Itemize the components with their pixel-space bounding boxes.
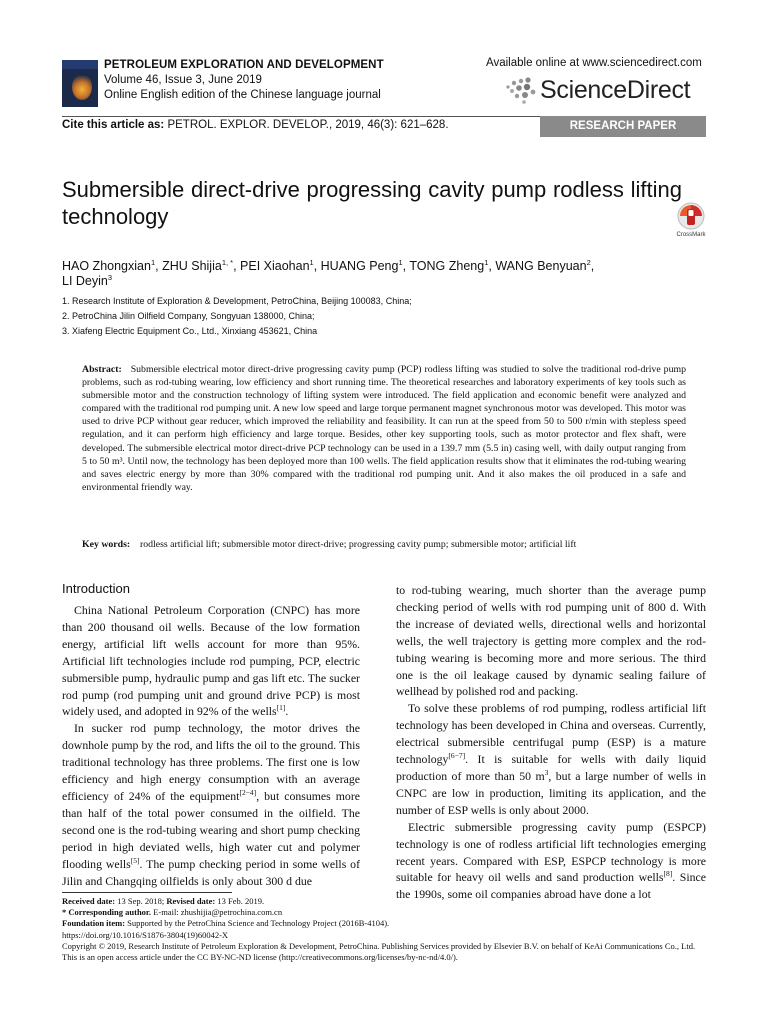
body-paragraph bbox=[62, 602, 360, 720]
author-name: HUANG Peng bbox=[320, 259, 399, 273]
sciencedirect-wordmark: ScienceDirect bbox=[540, 76, 691, 104]
body-paragraph bbox=[62, 720, 360, 889]
affiliation-3: 3. Xiafeng Electric Equipment Co., Ltd., Xinxiang 453621, China bbox=[62, 326, 318, 336]
author-name: LI Deyin bbox=[62, 274, 108, 288]
foundation-label: Foundation item: bbox=[62, 918, 126, 929]
author-affiliation-sup: 3 bbox=[107, 272, 113, 282]
article-type-badge: RESEARCH PAPER bbox=[540, 116, 706, 137]
keywords-text: rodless artificial lift; submersible motor direct-drive; progressing cavity pump; submersible motor; artificial lift bbox=[139, 539, 577, 550]
footnote-divider bbox=[62, 892, 232, 893]
footnotes bbox=[62, 896, 706, 963]
foundation-text: Supported by the PetroChina Science and Technology Project (2016B-4104). bbox=[125, 918, 390, 929]
abstract bbox=[82, 363, 686, 494]
author-affiliation-sup: 1 bbox=[484, 257, 489, 267]
footnote-corresponding bbox=[62, 907, 706, 918]
available-online-link[interactable]: Available online at www.sciencedirect.com bbox=[486, 57, 702, 69]
author-name: ZHU Shijia bbox=[162, 259, 222, 273]
received-date: 13 Sep. 2018; bbox=[115, 896, 167, 906]
keywords bbox=[82, 539, 686, 550]
footnote-dates bbox=[62, 896, 706, 907]
corresponding-label: * Corresponding author. bbox=[62, 907, 152, 918]
abstract-label: Abstract: bbox=[82, 364, 122, 375]
crossmark-button[interactable] bbox=[671, 201, 711, 241]
author-affiliation-sup: 2 bbox=[586, 257, 591, 267]
citation-ref[interactable]: [2−4] bbox=[239, 788, 257, 798]
paragraph-text: . The pump checking period in some wells of Jilin and Changqing oilfields is only about 300 d due bbox=[62, 856, 360, 888]
journal-cover-image bbox=[62, 60, 98, 107]
citation-line bbox=[62, 119, 449, 131]
affiliation-2: 2. PetroChina Jilin Oilfield Company, Songyuan 138000, China; bbox=[62, 311, 315, 321]
crossmark-label: CrossMark bbox=[676, 232, 706, 238]
sciencedirect-logo[interactable] bbox=[504, 75, 691, 107]
paragraph-text: . Since the 1990s, some oil companies abroad have done a lot bbox=[396, 870, 706, 902]
body-paragraph bbox=[396, 700, 706, 818]
author-affiliation-sup: 1 bbox=[398, 257, 403, 267]
cite-label: Cite this article as: bbox=[62, 119, 165, 131]
footnote-copyright: Copyright © 2019, Research Institute of Petroleum Exploration & Development, PetroChina. Publishing Services provided by Elsevier B.V. on behalf of KeAi Communications Co., Ltd. This is an open access article under the CC BY-NC-ND license (http://creativecommons.org/licenses/by-nc-nd/4.0/). bbox=[62, 940, 696, 963]
paragraph-text: In sucker rod pump technology, the motor drives the downhole pump by the rod, and lifts the oil to the ground. This traditional technology has three problems. The first one is low efficiency and high energy consumption with an average efficiency of 24% of the equipment bbox=[62, 721, 360, 803]
paragraph-text: . It is suitable for wells with daily liquid production of more than 50 m bbox=[396, 752, 706, 783]
author-name: HAO Zhongxian bbox=[62, 259, 151, 273]
citation-ref[interactable]: [1] bbox=[276, 703, 286, 713]
paragraph-text: to rod-tubing wearing, much shorter than the average pump checking period of wells with rod pumping unit of 800 d. With the increase of deviated wells, directional wells and horizontal wells, the well trajectory is getting more complex and the rod-tubing wearing is becoming more and more serious. The third one is the oil leakage caused by dynamic sealing failure of wellhead by polished rod and packing. bbox=[396, 583, 706, 699]
paragraph-text: To solve these problems of rod pumping, rodless artificial lift technology has been developed in China and overseas. Currently, electrical submersible centrifugal pump (ESP) is a mature technology bbox=[396, 701, 706, 767]
section-heading-introduction: Introduction bbox=[62, 581, 130, 596]
author-name: TONG Zheng bbox=[409, 259, 485, 273]
body-column-right bbox=[396, 582, 706, 903]
paragraph-text: . bbox=[285, 704, 289, 719]
author-affiliation-sup: 1, * bbox=[221, 257, 234, 267]
citation-ref[interactable]: [8] bbox=[663, 869, 673, 879]
keywords-label: Key words: bbox=[82, 539, 131, 550]
paragraph-text: , but consumes more than half of the total power consumed in the oilfield. The second one is the rod-tubing wearing and short pump checking period in high deviated wells, high water cut and polymer flooding wells bbox=[62, 788, 360, 871]
revised-label: Revised date: bbox=[166, 896, 216, 906]
revised-date: 13 Feb. 2019. bbox=[215, 896, 265, 906]
author-name: PEI Xiaohan bbox=[240, 259, 310, 273]
paragraph-text: Electric submersible progressing cavity pump (ESPCP) technology is one of rodless artificial lift technologies emerging recent years. Compared with ESP, ESPCP technology is more suitable for heavy oil wells and sand production wells bbox=[396, 819, 706, 885]
citation-ref[interactable]: [6−7] bbox=[448, 751, 466, 761]
footnote-doi[interactable]: https://doi.org/10.1016/S1876-3804(19)60042-X bbox=[62, 929, 229, 940]
journal-edition: Online English edition of the Chinese language journal bbox=[104, 89, 381, 101]
citation-ref[interactable]: [5] bbox=[130, 855, 140, 865]
author-list: HAO Zhongxian$^1$, ZHU Shijia$^{1, *}$, PEI Xiaohan$^1$, HUANG Peng$^1$, TONG Zheng$^1$, WANG Benyuan$^2$, LI Deyin$^3$ bbox=[62, 257, 595, 288]
author-affiliation-sup: 1 bbox=[150, 257, 156, 267]
abstract-text: Submersible electrical motor direct-drive progressing cavity pump (PCP) rodless lifting was studied to solve the traditional rod-drive pump problems, such as rod-tubing wearing, low efficiency and short running time. The theoretical researches and laboratory experiments of key tools such as submersible motor and the construction technology of lifting system were introduced. The field application and economic benefit were analyzed and compared with the traditional rod pumping unit. A new low speed and large torque permanent magnet synchronous motor was developed. This motor was used to drive PCP without gear reducer, which improved the reliability and feasibility. It can run at the speed from 50 to 500 r/min with stepless speed regulation, and it can perform high efficiency and large torque. Besides, other key supporting tools, such as motor protector and flex shaft, were developed. The submersible electrical motor direct-drive PCP technology can be used in a 139.7 mm (5.5 in) casing well, with daily output ranging from 5 to 50 m³. Until now, the technology has been deployed more than 100 wells. The field application results show that it eliminates the rod-tubing wearing and saves electric energy by more than 30% compared with the traditional rod pumping unit. And it also makes the oil produced in a safe and environmental friendly way. bbox=[82, 364, 686, 493]
body-paragraph bbox=[396, 582, 706, 700]
author-affiliation-sup: 1 bbox=[309, 257, 314, 267]
corresponding-email[interactable]: E-mail: zhushijia@petrochina.com.cn bbox=[151, 907, 283, 918]
paper-title: Submersible direct-drive progressing cavity pump rodless lifting technology bbox=[62, 177, 682, 229]
journal-name: PETROLEUM EXPLORATION AND DEVELOPMENT bbox=[104, 59, 384, 71]
footnote-foundation bbox=[62, 918, 706, 929]
affiliation-1: 1. Research Institute of Exploration & Development, PetroChina, Beijing 100083, China; bbox=[62, 296, 412, 306]
crossmark-icon bbox=[671, 201, 711, 233]
received-label: Received date: bbox=[62, 896, 116, 906]
unit-superscript: 3 bbox=[544, 768, 549, 778]
body-column-left bbox=[62, 602, 360, 889]
author-name: WANG Benyuan bbox=[495, 259, 587, 273]
journal-volume: Volume 46, Issue 3, June 2019 bbox=[104, 74, 262, 86]
paragraph-text: , but a large number of wells in CNPC are low in production, limiting its application, and the number of ESP wells is only about 2000. bbox=[396, 768, 706, 817]
cite-text: PETROL. EXPLOR. DEVELOP., 2019, 46(3): 621–628. bbox=[164, 119, 449, 131]
paragraph-text: China National Petroleum Corporation (CNPC) has more than 200 thousand oil wells. Because of the low formation energy, artificial lift wells account for more than 95%. Artificial lift technologies include rod pumping, PCP, electric submersible pump, hydraulic pump and gas lift etc. The sucker rod pump (rod pumping unit and ground drive PCP) is most widely used, and adopted in 92% of the wells bbox=[62, 603, 360, 719]
body-paragraph bbox=[396, 819, 706, 904]
sciencedirect-dots-icon bbox=[504, 75, 538, 105]
